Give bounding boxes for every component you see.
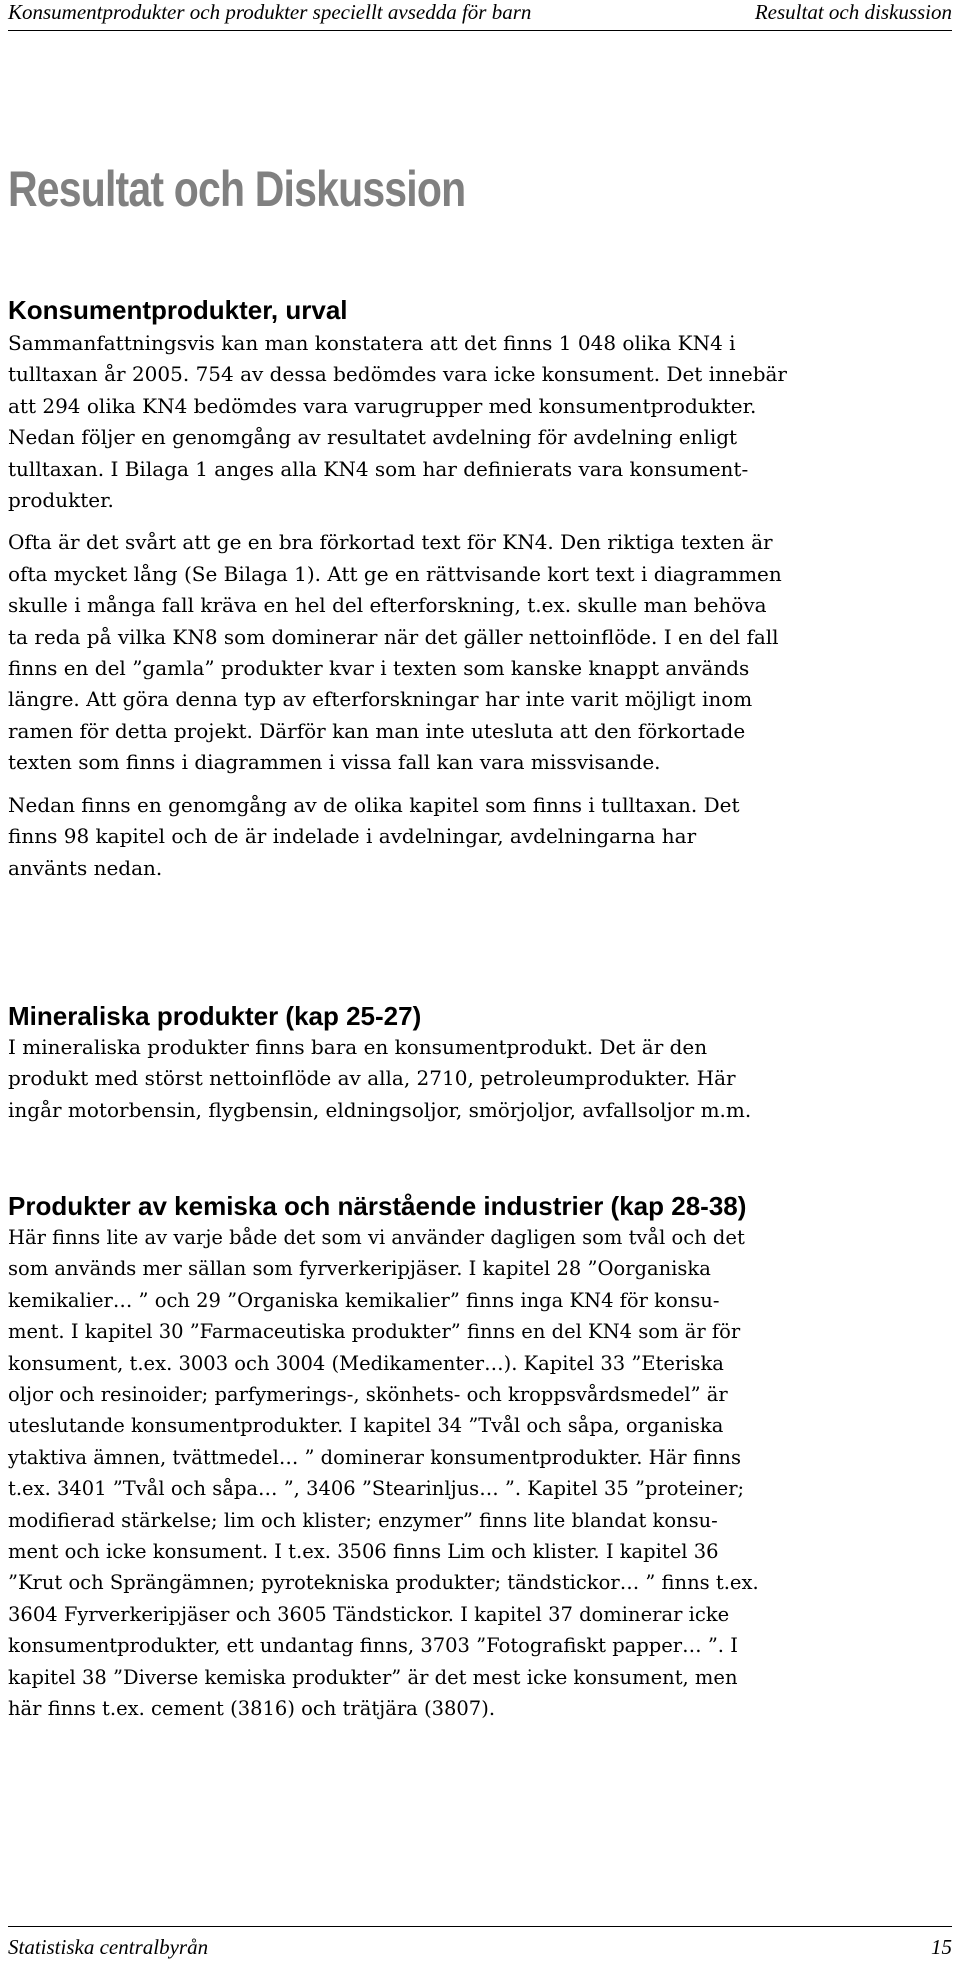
section-mineraliska-produkter (8, 1000, 952, 1126)
text-line: Nedan finns en genomgång av de olika kapitel som finns i tulltaxan. Det (8, 792, 740, 817)
text-line: finns 98 kapitel och de är indelade i avdelningar, avdelningarna har (8, 824, 697, 849)
text-line: finns en del ”gamla” produkter kvar i texten som kanske knappt används (8, 656, 750, 681)
text-line: oljor och resinoider; parfymerings-, skönhets- och kroppsvårdsmedel” är (8, 1383, 728, 1407)
paragraph (8, 1032, 952, 1126)
text-line: Här finns lite av varje både det som vi använder dagligen som tvål och det (8, 1226, 745, 1249)
text-line: tulltaxan år 2005. 754 av dessa bedömdes vara icke konsument. Det innebär (8, 362, 787, 387)
page-title: Resultat och Diskussion (8, 161, 466, 217)
section-heading: Produkter av kemiska och närstående industrier (kap 28-38) (8, 1191, 747, 1221)
text-line: ment. I kapitel 30 ”Farmaceutiska produkter” finns en del KN4 som är för (8, 1320, 741, 1344)
text-line: ramen för detta projekt. Därför kan man inte utesluta att den förkortade (8, 718, 746, 743)
text-line: t.ex. 3401 ”Tvål och såpa… ”, 3406 ”Stearinljus… ”. Kapitel 35 ”proteiner; (8, 1477, 745, 1501)
text-line: ofta mycket lång (Se Bilaga 1). Att ge en rättvisande kort text i diagrammen (8, 561, 782, 586)
text-line: ta reda på vilka KN8 som dominerar när det gäller nettoinflöde. I en del fall (8, 624, 779, 649)
text-line: I mineraliska produkter finns bara en konsumentprodukt. Det är den (8, 1035, 708, 1059)
text-line: Nedan följer en genomgång av resultatet avdelning för avdelning enligt (8, 425, 738, 450)
text-line: tulltaxan. I Bilaga 1 anges alla KN4 som har definierats vara konsument- (8, 456, 749, 481)
paragraph (8, 328, 952, 516)
text-line: kemikalier… ” och 29 ”Organiska kemikalier” finns inga KN4 för konsu- (8, 1288, 720, 1312)
page-footer (8, 1926, 952, 1963)
page-number: 15 (931, 1935, 952, 1959)
text-line: 3604 Fyrverkeripjäser och 3605 Tändstickor. I kapitel 37 dominerar icke (8, 1602, 730, 1626)
text-line: ytaktiva ämnen, tvättmedel… ” dominerar konsumentprodukter. Här finns (8, 1445, 741, 1469)
text-line: produkt med störst nettoinflöde av alla, 2710, petroleumprodukter. Här (8, 1066, 736, 1091)
running-header-right: Resultat och diskussion (754, 0, 952, 24)
section-heading: Mineraliska produkter (kap 25-27) (8, 1001, 422, 1031)
section-heading: Konsumentprodukter, urval (8, 295, 348, 325)
text-line: använts nedan. (8, 855, 163, 880)
text-line: Sammanfattningsvis kan man konstatera att det finns 1 048 olika KN4 i (8, 331, 736, 355)
text-line: här finns t.ex. cement (3816) och trätjära (3807). (8, 1697, 496, 1721)
text-line: texten som finns i diagrammen i vissa fall kan vara missvisande. (8, 750, 661, 775)
text-line: produkter. (8, 488, 114, 513)
text-line: som används mer sällan som fyrverkeripjäser. I kapitel 28 ”Oorganiska (8, 1257, 711, 1281)
footer-publisher: Statistiska centralbyrån (8, 1935, 209, 1959)
text-line: ”Krut och Sprängämnen; pyrotekniska produkter; tändstickor… ” finns t.ex. (8, 1571, 759, 1595)
text-line: att 294 olika KN4 bedömdes vara varugrupper med konsumentprodukter. (8, 393, 757, 418)
paragraph (8, 1222, 952, 1725)
text-line: uteslutande konsumentprodukter. I kapitel 34 ”Tvål och såpa, organiska (8, 1414, 724, 1438)
text-line: kapitel 38 ”Diverse kemiska produkter” är det mest icke konsument, men (8, 1665, 738, 1689)
text-line: konsument, t.ex. 3003 och 3004 (Medikamenter…). Kapitel 33 ”Eteriska (8, 1351, 724, 1375)
text-line: längre. Att göra denna typ av efterforskningar har inte varit möjligt inom (8, 687, 753, 712)
section-konsumentprodukter (8, 294, 952, 884)
text-line: modifierad stärkelse; lim och klister; enzymer” finns lite blandat konsu- (8, 1508, 718, 1532)
running-header (8, 0, 952, 31)
text-line: ment och icke konsument. I t.ex. 3506 finns Lim och klister. I kapitel 36 (8, 1540, 719, 1564)
text-line: ingår motorbensin, flygbensin, eldningsoljor, smörjoljor, avfallsoljor m.m. (8, 1097, 752, 1122)
running-header-left: Konsumentprodukter och produkter speciellt avsedda för barn (8, 0, 532, 24)
text-line: skulle i många fall kräva en hel del efterforskning, t.ex. skulle man behöva (8, 593, 767, 618)
paragraph (8, 790, 952, 884)
text-line: Ofta är det svårt att ge en bra förkortad text för KN4. Den riktiga texten är (8, 530, 773, 555)
paragraph (8, 527, 952, 778)
section-kemiska-produkter (8, 1190, 952, 1725)
text-line: konsumentprodukter, ett undantag finns, 3703 ”Fotografiskt papper… ”. I (8, 1634, 738, 1658)
